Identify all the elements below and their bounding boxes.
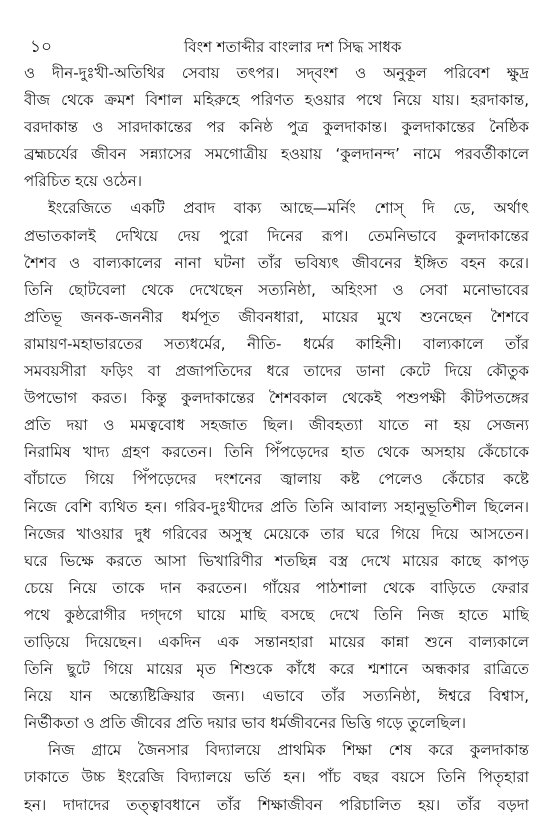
text-line: উপভোগ করত। কিন্তু কুলদাকান্তের শৈশবকাল থেকেই পশুপক্ষী কীটপতঙ্গের: [24, 389, 529, 408]
text-line: বাঁচাতে গিয়ে পিঁপড়েদের দংশনের জ্বালায় কষ্ট পেলেও কেঁচোর কষ্টে: [24, 470, 529, 489]
paragraph: [24, 60, 529, 195]
text-line: ইংরেজিতে একটি প্রবাদ বাক্য আছে—মর্নিং শোস্‌ দি ডে, অর্থাৎ: [48, 199, 529, 218]
paragraph: [24, 195, 529, 737]
text-line: নিজ গ্রামে জৈনসার বিদ্যালয়ে প্রাথমিক শিক্ষা শেষ করে কুলদাকান্ত: [48, 741, 529, 760]
text-line: তিনি ছুটে গিয়ে মায়ের মৃত শিশুকে কাঁধে করে শ্মশানে অন্ধকার রাত্রিতে: [24, 660, 529, 679]
paragraph: [24, 737, 529, 818]
text-line: নিজের খাওয়ার দুধ গরিবের অসুস্থ মেয়েকে তার ঘরে গিয়ে দিয়ে আসতেন।: [24, 524, 529, 543]
text-line: নির্ভীকতা ও প্রতি জীবের প্রতি দয়ার ভাব ধর্মজীবনের ভিত্তি গড়ে তুলেছিল।: [24, 714, 467, 733]
text-line: শৈশব ও বাল্যকালের নানা ঘটনা তাঁর ভবিষ্যৎ জীবনের ইঙ্গিত বহন করে।: [24, 253, 529, 272]
body-text: [24, 60, 529, 819]
text-line: বরদাকান্ত ও সারদাকান্তের পর কনিষ্ঠ পুত্র কুলদাকান্ত। কুলদাকান্তের নৈষ্ঠিক: [24, 118, 529, 137]
text-line: পথে কুষ্ঠরোগীর দগ্‌দগে ঘায়ে মাছি বসছে দেখে তিনি নিজ হাতে মাছি: [24, 605, 529, 624]
text-line: নিয়ে যান অন্ত্যেষ্টিক্রিয়ার জন্য। এভাবে তাঁর সত্যনিষ্ঠা, ঈশ্বরে বিশ্বাস,: [24, 687, 529, 706]
text-line: রামায়ণ-মহাভারতের সত্যধর্মের, নীতি- ধর্মের কাহিনী। বাল্যকালে তাঁর: [24, 334, 529, 353]
text-line: ব্রহ্মচর্যের জীবন সন্ন্যাসের সমগোত্রীয় হওয়ায় ‘কুলদানন্দ’ নামে পরবর্তীকালে: [24, 145, 529, 164]
page-header: [24, 36, 534, 60]
text-line: তাড়িয়ে দিয়েছেন। একদিন এক সন্তানহারা মায়ের কান্না শুনে বাল্যকালে: [24, 632, 529, 651]
text-line: সমবয়সীরা ফড়িং বা প্রজাপতিদের ধরে তাদের ডানা কেটে দিয়ে কৌতুক: [24, 362, 529, 381]
text-line: প্রভাতকালই দেখিয়ে দেয় পুরো দিনের রূপ। তেমনিভাবে কুলদাকান্তের: [24, 226, 529, 245]
text-line: নিজে বেশি ব্যথিত হন। গরিব-দুঃখীদের প্রতি তিনি আবাল্য সহানুভূতিশীল ছিলেন।: [24, 497, 529, 516]
text-line: প্রতি দয়া ও মমত্ববোধ সহজাত ছিল। জীবহত্যা যাতে না হয় সেজন্য: [24, 416, 529, 435]
text-line: ঢাকাতে উচ্চ ইংরেজি বিদ্যালয়ে ভর্তি হন। পাঁচ বছর বয়সে তিনি পিতৃহারা: [24, 768, 529, 787]
running-title: বিংশ শতাব্দীর বাংলার দশ সিদ্ধ সাধক: [184, 38, 402, 56]
text-line: ঘরে ভিক্ষে করতে আসা ভিখারিণীর শতছিন্ন বস্ত্র দেখে মায়ের কাছে কাপড়: [24, 551, 529, 570]
page-number: ১০: [30, 37, 53, 57]
text-line: নিরামিষ খাদ্য গ্রহণ করতেন। তিনি পিঁপড়েদের হাত থেকে অসহায় কেঁচোকে: [24, 443, 529, 462]
text-line: চেয়ে নিয়ে তাকে দান করতেন। গাঁয়ের পাঠশালা থেকে বাড়িতে ফেরার: [24, 578, 529, 597]
text-line: তিনি ছোটবেলা থেকে দেখেছেন সত্যনিষ্ঠা, অহিংসা ও সেবা মনোভাবের: [24, 280, 529, 299]
text-line: প্রতিভূ জনক-জননীর ধর্মপূত জীবনধারা, মায়ের মুখে শুনেছেন শৈশবে: [24, 307, 529, 326]
text-line: পরিচিত হয়ে ওঠেন।: [24, 172, 143, 191]
text-line: হন। দাদাদের তত্ত্বাবধানে তাঁর শিক্ষাজীবন পরিচালিত হয়। তাঁর বড়দা: [24, 795, 529, 814]
text-line: ও দীন-দুঃখী-অতিথির সেবায় তৎপর। সদ্‌বংশ ও অনুকূল পরিবেশ ক্ষুদ্র: [24, 64, 529, 82]
text-line: বীজ থেকে ক্রমশ বিশাল মহিরুহে পরিণত হওয়ার পথে নিয়ে যায়। হরদাকান্ত,: [24, 91, 529, 110]
